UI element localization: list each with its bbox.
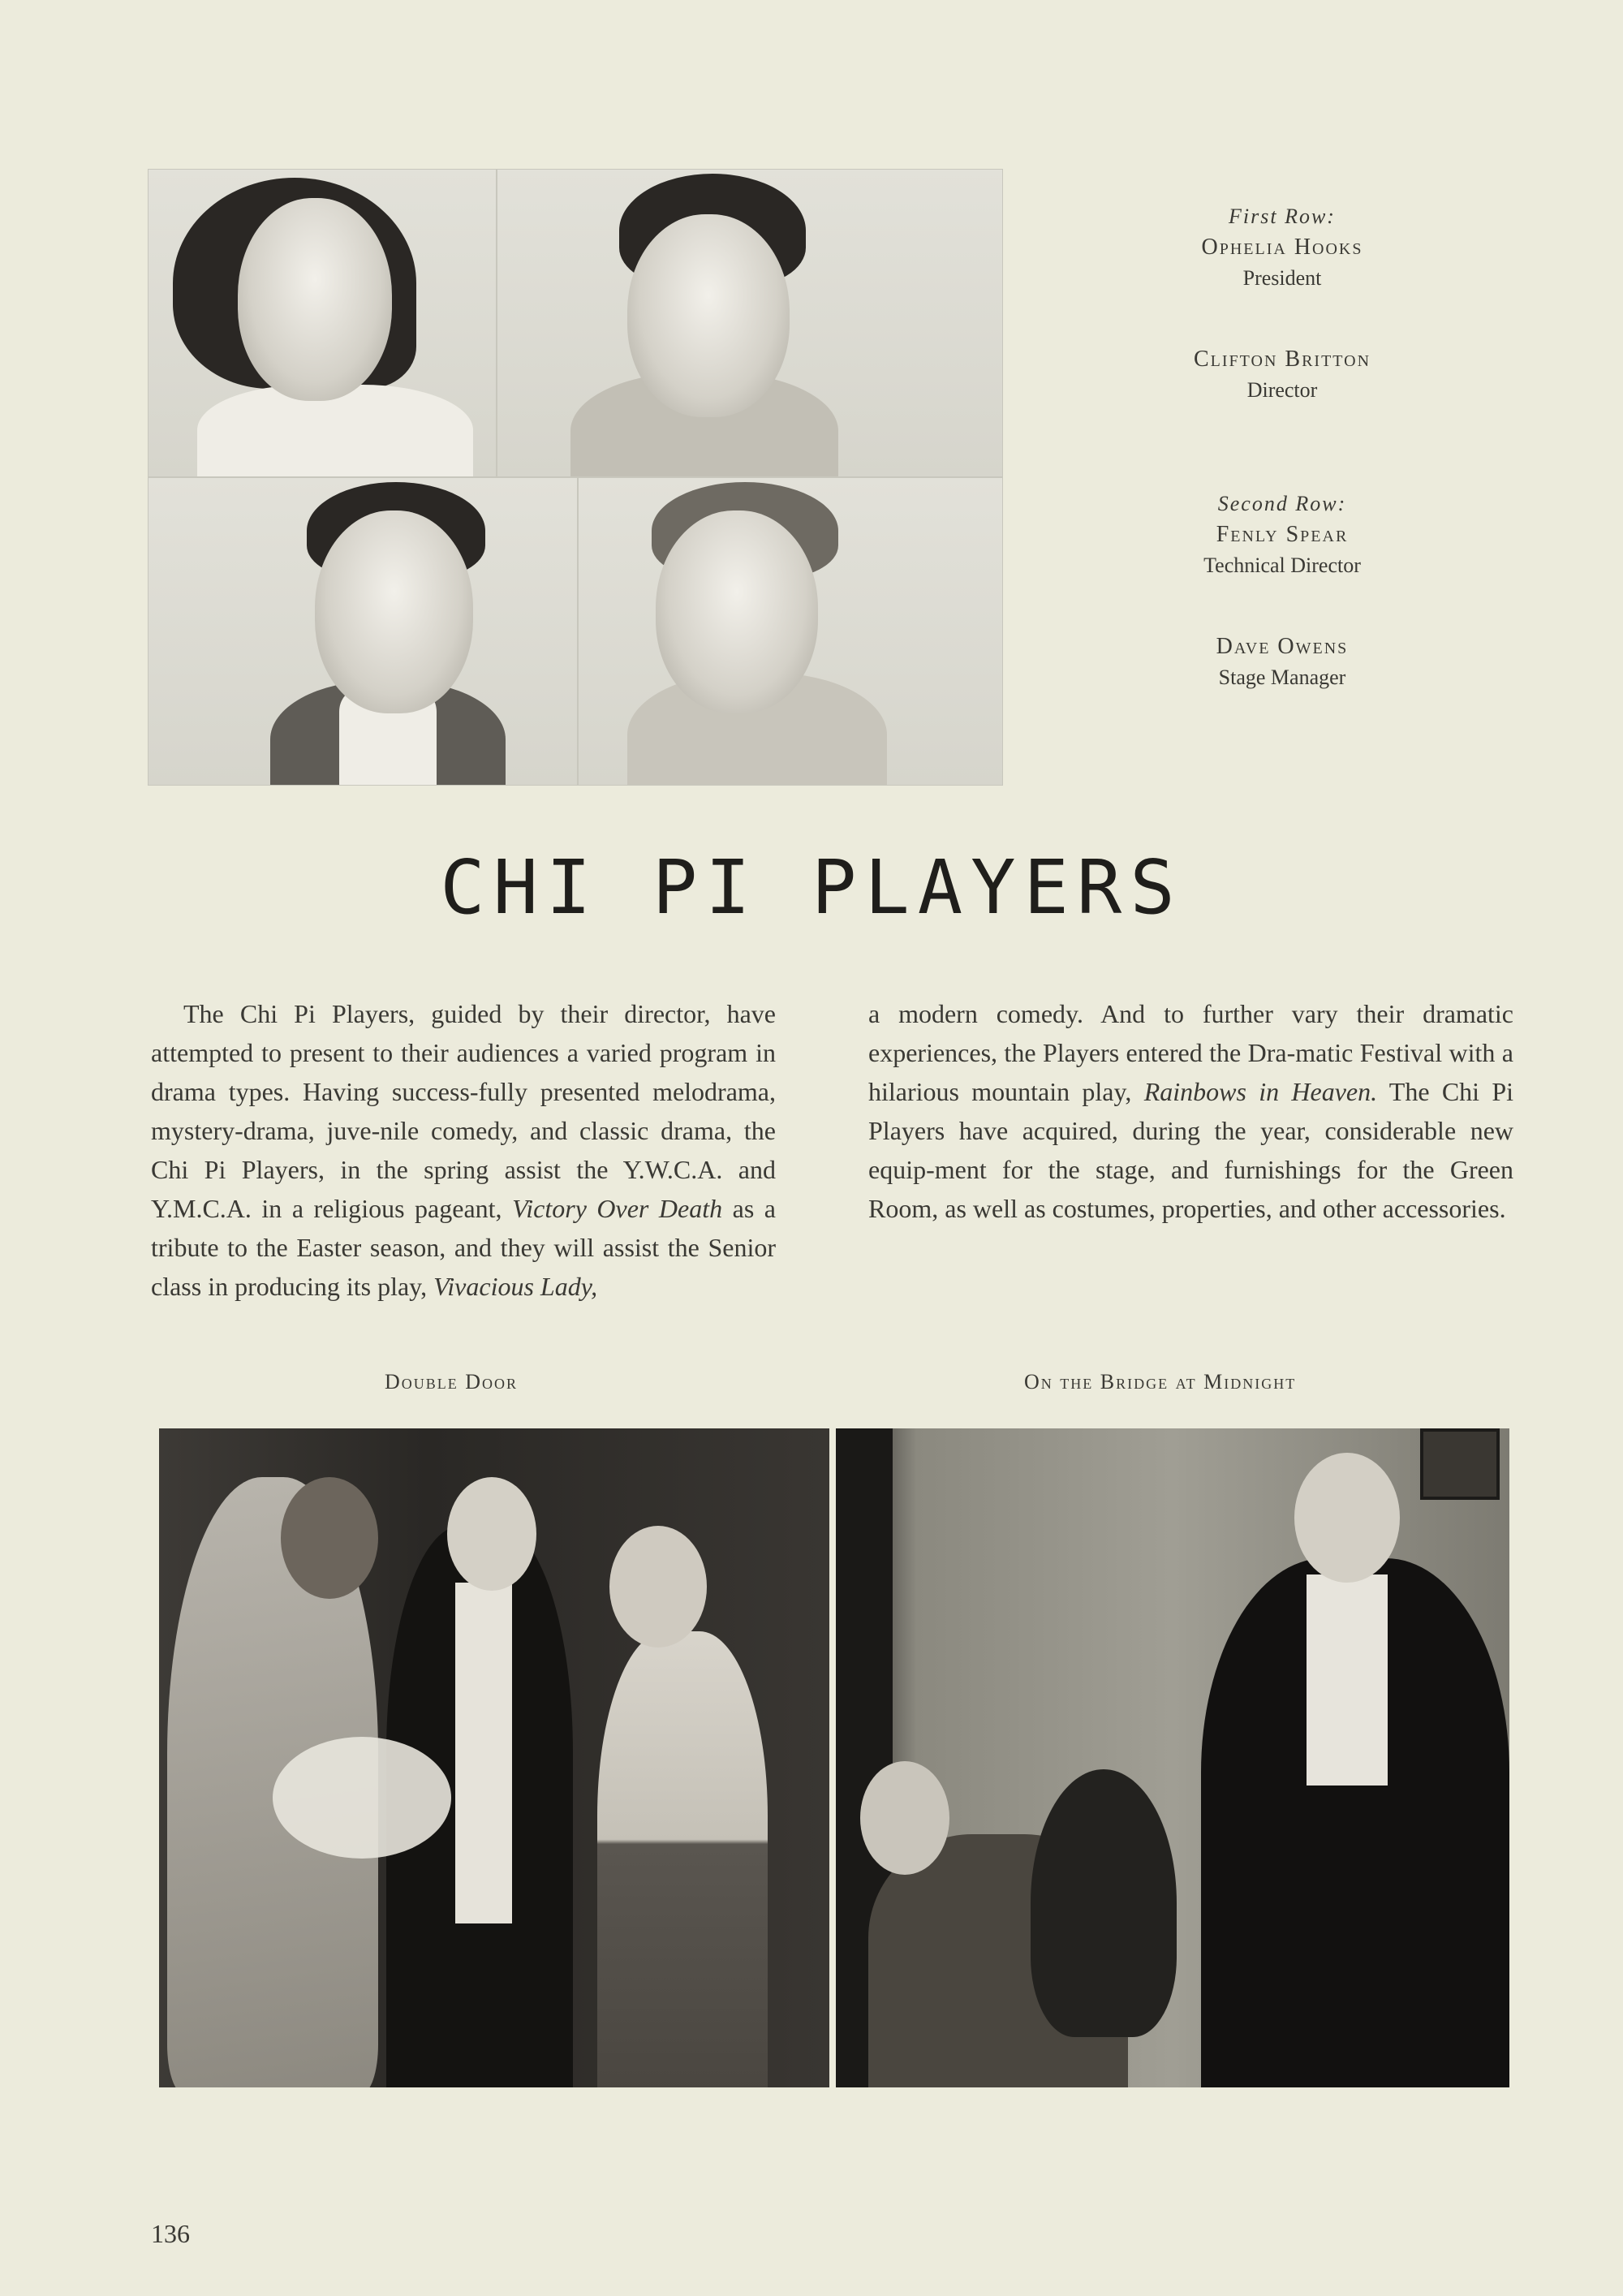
body-text: The Chi Pi Players have acquired, during the year, considerable new equip-ment for the stage, and furnishings for the Green Room, as well as costumes, properties, and other accessories. xyxy=(868,1077,1514,1223)
officer-role: Stage Manager xyxy=(1218,666,1346,689)
first-row-label: First Row: xyxy=(1229,205,1336,228)
page-number: 136 xyxy=(151,2219,190,2248)
page-title: CHI PI PLAYERS xyxy=(440,844,1183,931)
play-title: Vivacious Lady, xyxy=(433,1272,598,1301)
body-text-right-column xyxy=(868,994,1513,1228)
photo-caption-right: On the Bridge at Midnight xyxy=(1024,1370,1297,1394)
officer-name: Dave Owens xyxy=(1216,634,1349,659)
body-text-left-column xyxy=(151,994,776,1306)
second-row-label: Second Row: xyxy=(1217,492,1347,515)
officer-role: Director xyxy=(1246,378,1318,402)
production-photo-double-door xyxy=(159,1428,829,2087)
body-text: as a tribute to the Easter season, and they will assist the Senior class in producing its play, xyxy=(151,1194,777,1301)
play-title: Rainbows in Heaven. xyxy=(1143,1077,1378,1106)
portrait-fenly-spear xyxy=(148,477,578,786)
body-text: a modern comedy. And to further vary their dramatic experiences, the Players entered the Dra-matic Festival with a hilarious mountain play, xyxy=(868,999,1513,1106)
officer-name: Clifton Britton xyxy=(1193,347,1371,372)
officer-name: Fenly Spear xyxy=(1216,522,1349,547)
officer-portraits xyxy=(148,169,1003,786)
officer-role: President xyxy=(1242,266,1322,290)
portrait-clifton-britton xyxy=(497,169,1003,477)
portrait-captions xyxy=(1152,201,1412,693)
portrait-ophelia-hooks xyxy=(148,169,497,477)
play-title: Victory Over Death xyxy=(512,1194,723,1223)
officer-name: Ophelia Hooks xyxy=(1201,235,1363,260)
production-photo-on-the-bridge-at-midnight xyxy=(836,1428,1509,2087)
photo-caption-left: Double Door xyxy=(385,1370,519,1394)
officer-role: Technical Director xyxy=(1203,554,1361,577)
portrait-dave-owens xyxy=(578,477,1003,786)
body-text: The Chi Pi Players, guided by their director, have attempted to present to their audiences a varied program in drama types. Having success-fully presented melodrama, mystery-drama, juve-nile comedy, and classic drama, the Chi Pi Players, in the spring assist the Y.W.C.A. and Y.M.C.A. in a religious pageant, xyxy=(151,999,776,1223)
